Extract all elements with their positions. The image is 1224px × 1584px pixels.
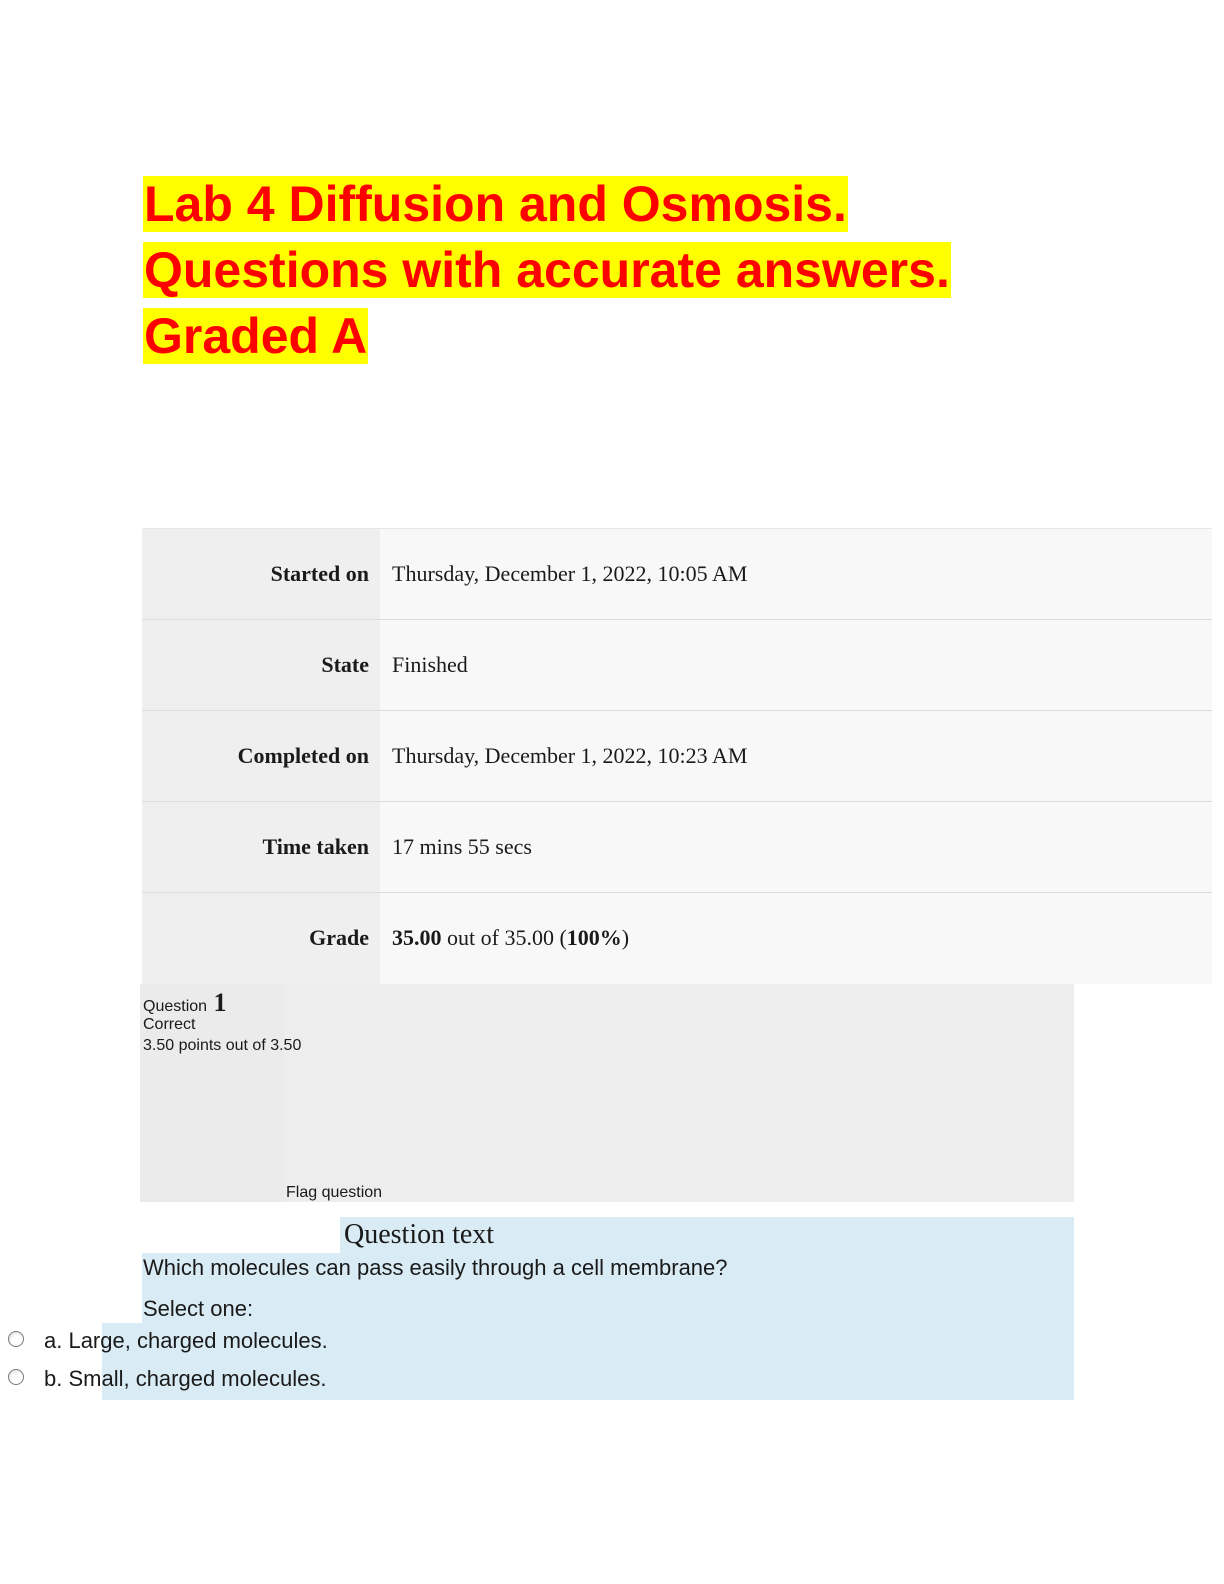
radio-button-b[interactable] xyxy=(8,1369,24,1385)
document-title xyxy=(143,171,1043,369)
summary-value: Thursday, December 1, 2022, 10:23 AM xyxy=(380,711,1212,802)
question-text-heading: Question text xyxy=(344,1219,495,1250)
summary-value: 17 mins 55 secs xyxy=(380,802,1212,893)
select-one-label: Select one: xyxy=(143,1296,254,1321)
question-prefix: Question xyxy=(143,998,208,1015)
grade-score: 35.00 xyxy=(392,925,442,951)
answer-option-b[interactable] xyxy=(0,1363,972,1397)
question-state: Correct xyxy=(143,1016,196,1033)
title-line-2: Questions with accurate answers. xyxy=(144,242,950,298)
summary-label: Completed on xyxy=(142,711,380,802)
summary-label: State xyxy=(142,620,380,711)
question-info xyxy=(140,984,1074,1202)
summary-value: Thursday, December 1, 2022, 10:05 AM xyxy=(380,529,1212,620)
summary-row-time-taken xyxy=(142,802,1212,893)
question-grade: 3.50 points out of 3.50 xyxy=(143,1037,302,1054)
summary-row-started xyxy=(142,529,1212,620)
title-line-1: Lab 4 Diffusion and Osmosis. xyxy=(144,176,847,232)
summary-row-completed xyxy=(142,711,1212,802)
answer-option-label[interactable]: a. Large, charged molecules. xyxy=(44,1328,328,1353)
quiz-summary-table xyxy=(142,528,1212,984)
summary-row-grade xyxy=(142,893,1212,984)
question-number-value: 1 xyxy=(213,988,227,1017)
grade-middle: out of 35.00 ( xyxy=(441,925,567,951)
summary-label: Started on xyxy=(142,529,380,620)
flag-question-link[interactable]: Flag question xyxy=(286,1184,383,1201)
summary-row-state xyxy=(142,620,1212,711)
question-number xyxy=(143,988,227,1018)
answer-option-a[interactable] xyxy=(0,1325,972,1359)
summary-label: Grade xyxy=(142,893,380,984)
answer-option-label[interactable]: b. Small, charged molecules. xyxy=(44,1366,327,1391)
question-prompt: Which molecules can pass easily through a cell membrane? xyxy=(143,1255,728,1280)
grade-end: ) xyxy=(621,925,630,951)
grade-percent: 100% xyxy=(566,925,622,951)
title-line-3: Graded A xyxy=(144,308,368,364)
summary-value: Finished xyxy=(380,620,1212,711)
summary-label: Time taken xyxy=(142,802,380,893)
radio-button-a[interactable] xyxy=(8,1331,24,1347)
grade-value xyxy=(380,893,1212,984)
